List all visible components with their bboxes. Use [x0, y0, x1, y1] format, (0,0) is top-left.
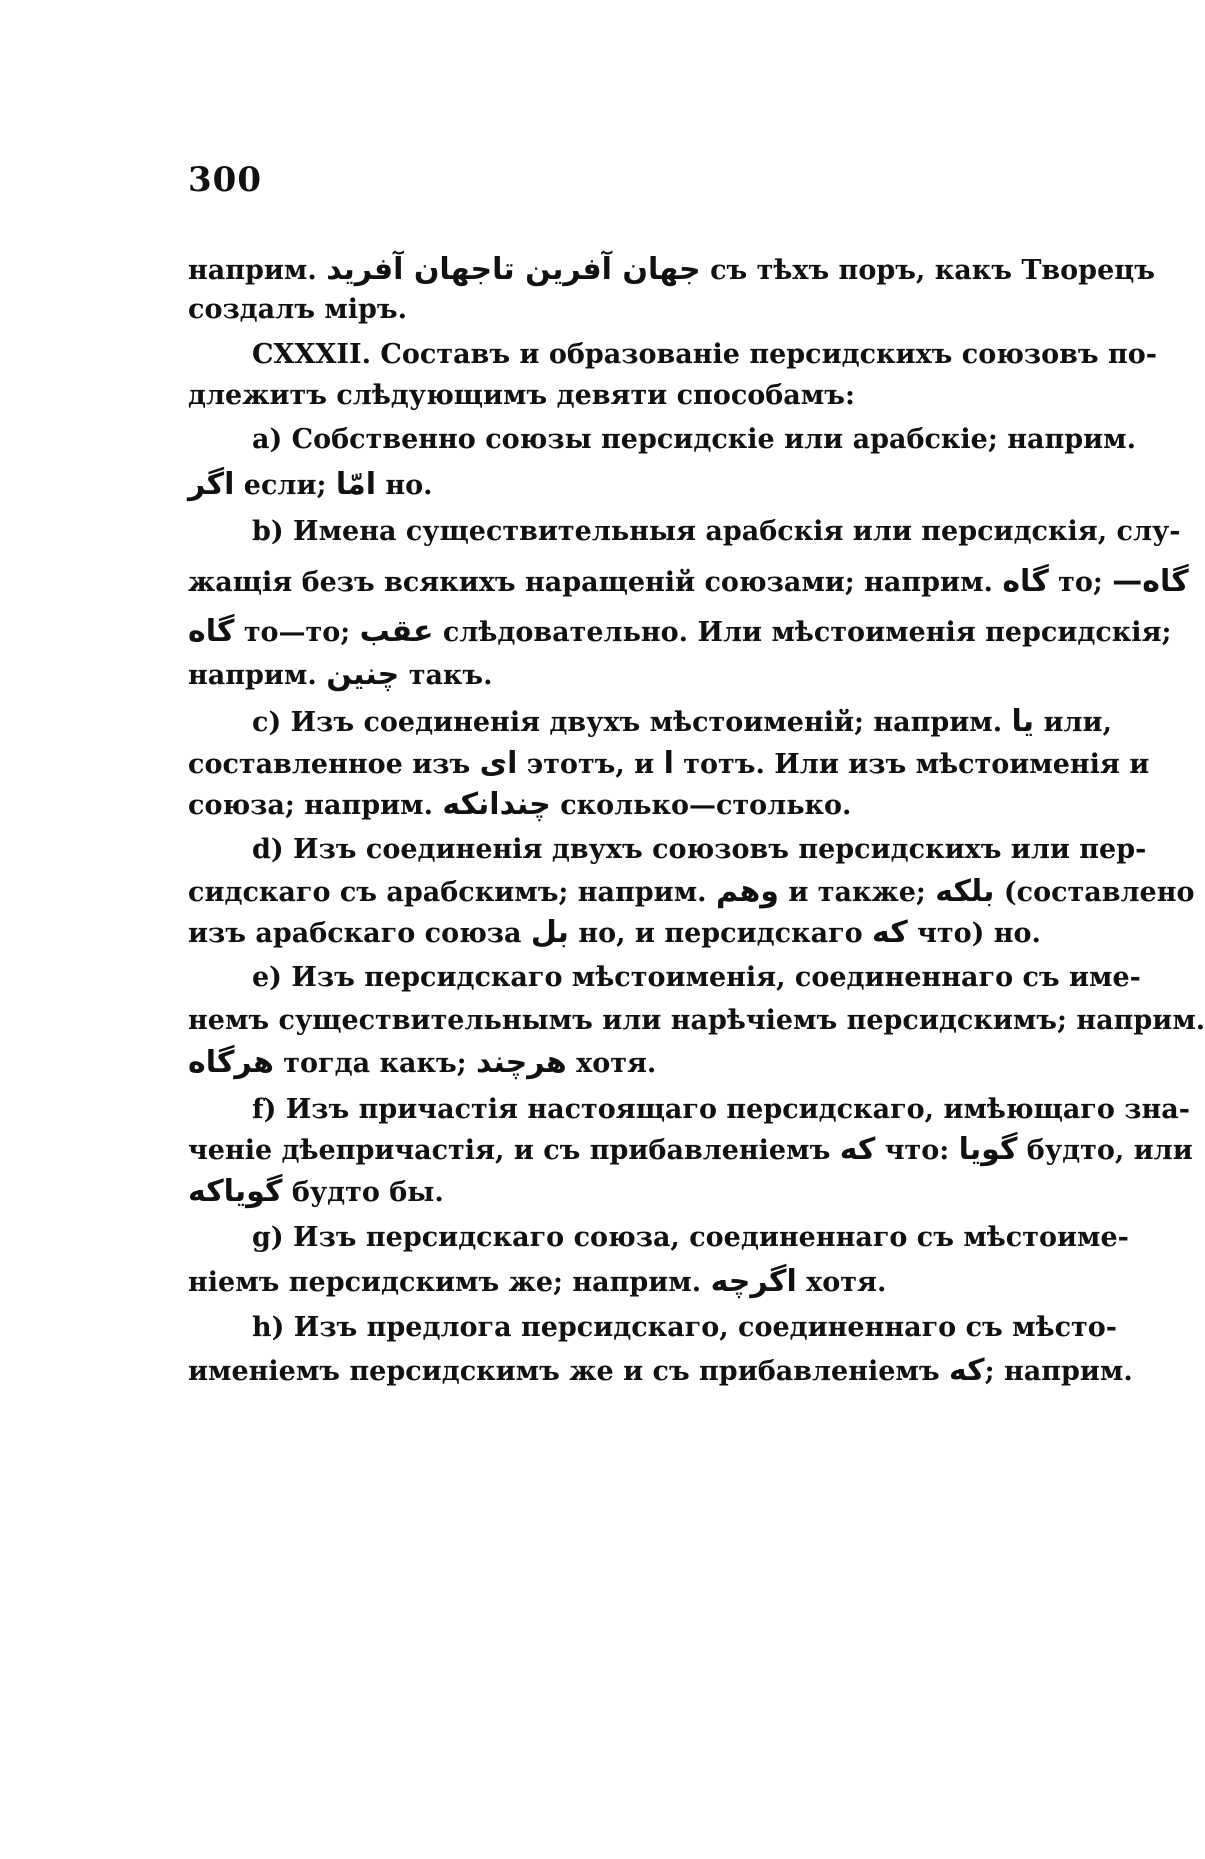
arabic-word: عقب	[359, 614, 434, 649]
text-segment: изъ арабскаго союза	[188, 918, 531, 949]
text-line	[188, 1262, 1066, 1303]
text-line	[188, 830, 1147, 870]
text-segment: жащія безъ всякихъ наращеній союзами; наприм.	[188, 567, 1003, 598]
text-segment: съ тѣхъ поръ, какъ Творецъ	[700, 255, 1155, 286]
arabic-word: هرگاه	[188, 1045, 274, 1080]
text-segment: a) Собственно союзы персидскіе или арабскіе; наприм.	[252, 424, 1136, 455]
text-line	[188, 1218, 1129, 1258]
text-segment: но.	[375, 470, 433, 501]
arabic-word: بلكه	[935, 874, 995, 909]
text-segment: такъ.	[399, 660, 493, 691]
text-line	[188, 1308, 1117, 1348]
text-line	[188, 655, 1066, 696]
text-line	[188, 562, 1189, 603]
text-segment: что) но.	[907, 918, 1041, 949]
text-segment: ; наприм.	[984, 1356, 1133, 1387]
text-segment: ченіе дѣепричастія, и съ прибавленіемъ	[188, 1135, 840, 1166]
text-line	[188, 1351, 1133, 1392]
arabic-word: كه	[872, 915, 908, 950]
text-line	[188, 465, 1066, 506]
text-segment: тотъ. Или изъ мѣстоименія и	[673, 749, 1150, 780]
text-segment: c) Изъ соединенія двухъ мѣстоименій; наприм.	[252, 707, 1012, 738]
text-line	[188, 1172, 1066, 1213]
arabic-word: كه	[839, 1132, 876, 1167]
text-segment: немъ существительнымъ или нарѣчіемъ персидскимъ; наприм.	[188, 1005, 1205, 1036]
arabic-word: كه	[948, 1353, 985, 1388]
text-segment: если;	[234, 470, 336, 501]
text-segment: хотя.	[796, 1267, 887, 1298]
arabic-word: بل	[530, 915, 569, 950]
text-line	[188, 702, 1112, 743]
text-line	[188, 290, 1066, 330]
arabic-word: گويا	[958, 1132, 1018, 1167]
text-segment: b) Имена существительныя арабскія или персидскія, слу-	[252, 516, 1181, 547]
text-segment: ніемъ персидскимъ же; наприм.	[188, 1267, 711, 1298]
arabic-word: وهم	[715, 874, 779, 909]
text-line	[188, 512, 1181, 552]
arabic-word: يا	[1011, 704, 1035, 739]
text-line	[188, 913, 1066, 954]
arabic-word: ای	[479, 746, 518, 781]
text-segment: наприм.	[188, 660, 327, 691]
text-line	[188, 612, 1172, 653]
arabic-word: گوياكه	[188, 1174, 283, 1209]
arabic-word: ا	[663, 746, 674, 781]
text-segment: наприм.	[188, 255, 327, 286]
text-segment: слѣдовательно. Или мѣстоименія персидскія;	[433, 617, 1172, 648]
text-segment: но, и персидскаго	[568, 918, 873, 949]
arabic-word: جهان آفرين تاجهان آفريد	[326, 252, 701, 287]
text-segment: то—то;	[234, 617, 360, 648]
text-segment: то;	[1048, 567, 1113, 598]
arabic-word: چندانكه	[442, 787, 551, 822]
text-segment: (составлено	[994, 877, 1195, 908]
text-segment: или,	[1034, 707, 1112, 738]
arabic-word: گاه	[188, 614, 235, 649]
text-segment: будто, или	[1017, 1135, 1193, 1166]
text-line	[188, 1130, 1193, 1171]
text-segment: и также;	[778, 877, 936, 908]
text-segment: создалъ міръ.	[188, 294, 408, 325]
text-segment: h) Изъ предлога персидскаго, соединеннаго съ мѣсто-	[252, 1312, 1117, 1343]
arabic-word: اگرچه	[710, 1264, 797, 1299]
text-segment: будто бы.	[282, 1177, 444, 1208]
text-line	[188, 1043, 1066, 1084]
text-segment: e) Изъ персидскаго мѣстоименія, соединеннаго съ име-	[252, 962, 1141, 993]
text-segment: сидскаго съ арабскимъ; наприм.	[188, 877, 716, 908]
text-line	[188, 1090, 1190, 1130]
arabic-word: امّا	[335, 467, 376, 502]
text-line	[188, 1001, 1205, 1041]
arabic-word: هرچند	[476, 1045, 567, 1080]
text-segment: составленное изъ	[188, 749, 480, 780]
text-line	[188, 420, 1136, 460]
text-segment: союза; наприм.	[188, 790, 443, 821]
text-line	[188, 335, 1158, 375]
text-line	[188, 744, 1150, 785]
text-segment: f) Изъ причастія настоящаго персидскаго, имѣющаго зна-	[252, 1094, 1190, 1125]
text-segment: d) Изъ соединенія двухъ союзовъ персидскихъ или пер-	[252, 834, 1147, 865]
arabic-word: گاه—	[1112, 564, 1189, 599]
text-segment: хотя.	[566, 1048, 657, 1079]
text-segment: CXXXII. Составъ и образованіе персидскихъ союзовъ по-	[252, 339, 1158, 370]
text-segment: длежитъ слѣдующимъ девяти способамъ:	[188, 380, 855, 411]
text-line	[188, 785, 1066, 826]
text-segment: именіемъ персидскимъ же и съ прибавленіемъ	[188, 1356, 949, 1387]
text-line	[188, 376, 1066, 416]
text-segment: этотъ, и	[517, 749, 664, 780]
text-segment: g) Изъ персидскаго союза, соединеннаго съ мѣстоиме-	[252, 1222, 1129, 1253]
arabic-word: چنين	[326, 657, 400, 692]
text-line	[188, 250, 1155, 291]
arabic-word: اگر	[188, 467, 235, 502]
text-segment: сколько—столько.	[550, 790, 852, 821]
arabic-word: گاه	[1002, 564, 1049, 599]
text-line	[188, 872, 1195, 913]
page-number: 300	[188, 160, 262, 200]
text-segment: что:	[875, 1135, 959, 1166]
text-line	[188, 958, 1141, 998]
text-segment: тогда какъ;	[273, 1048, 477, 1079]
